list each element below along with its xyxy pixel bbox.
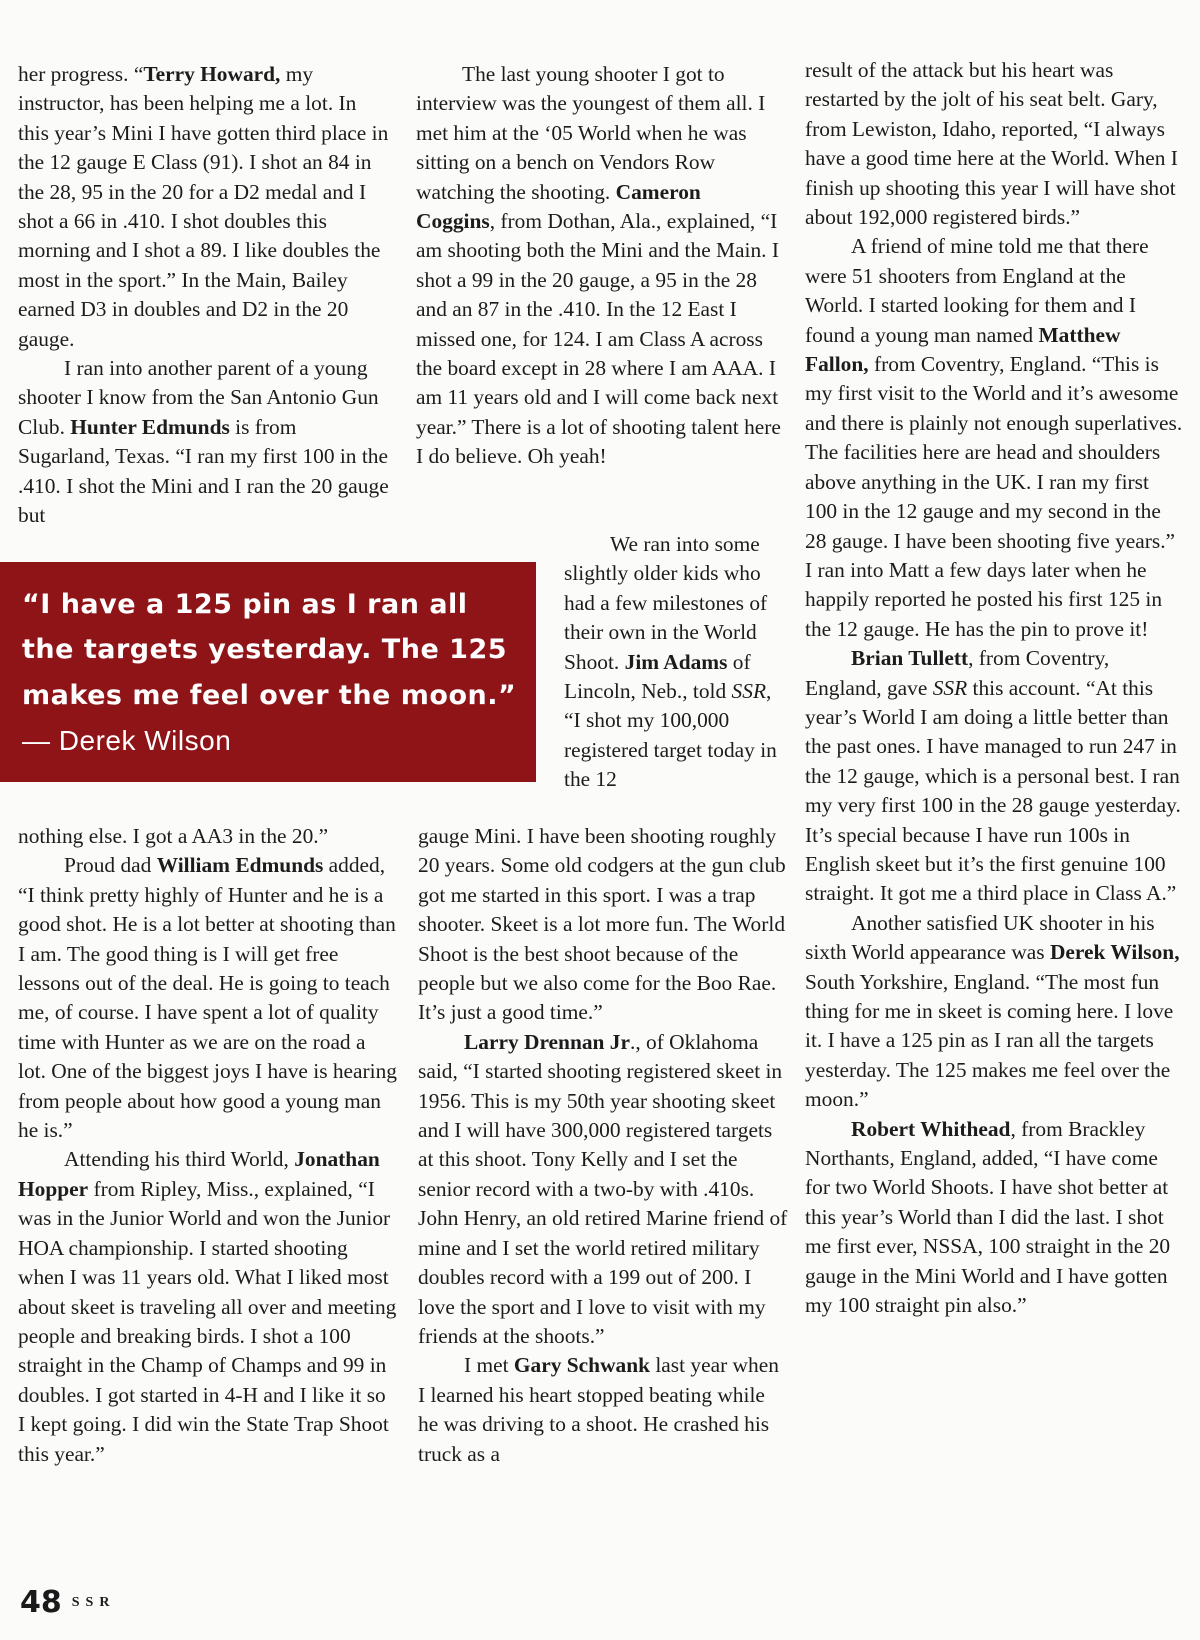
column-1-bottom (18, 822, 398, 1469)
paragraph-text: nothing else. I got a AA3 in the 20.” (18, 824, 329, 848)
article-paragraph (805, 1115, 1185, 1321)
person-name: William Edmunds (156, 853, 324, 878)
article-paragraph (18, 60, 390, 354)
article-paragraph (418, 1028, 790, 1351)
page-footer (20, 1585, 115, 1620)
paragraph-text: from Ripley, Miss., explained, “I was in the Junior World and won the Junior HOA championship. I started shooting when I was 11 years old. What I liked most about skeet is traveling all over and meeting people and breaking birds. I shot a 100 straight in the Champ of Champs and 99 in doubles. I got started in 4-H and I like it so I kept going. I did win the State Trap Shoot this year.” (18, 1176, 397, 1466)
paragraph-text: I met (464, 1353, 514, 1378)
person-name: Larry Drennan Jr (464, 1029, 630, 1054)
pull-quote-text: “I have a 125 pin as I ran all the targets yesterday. The 125 makes me feel over the moon.” (22, 589, 517, 711)
paragraph-text: I ran into another parent of a young shooter I know from the San Antonio Gun Club. (18, 356, 379, 439)
person-name: Jim Adams (624, 649, 728, 674)
paragraph-text: , “I shot my 100,000 registered target today in the 12 (564, 679, 777, 792)
pull-quote-attribution: — Derek Wilson (22, 725, 232, 756)
person-name: Terry Howard, (143, 62, 281, 86)
article-paragraph (18, 1145, 398, 1468)
column-2-bottom (418, 822, 790, 1469)
column-2-top (416, 60, 784, 472)
person-name: Robert Whithead (851, 1116, 1011, 1141)
person-name: Jonathan Hopper (18, 1147, 380, 1201)
article-paragraph (805, 909, 1185, 1115)
page-number: 48 (20, 1585, 62, 1620)
person-name: Hunter Edmunds (70, 414, 230, 439)
article-paragraph (418, 1351, 790, 1469)
pull-quote (0, 562, 536, 782)
paragraph-text: A friend of mine told me that there were 51 shooters from England at the World. I started looking for them and I found a young man named (805, 234, 1149, 347)
publication-name: SSR (731, 679, 767, 704)
paragraph-text: of Lincoln, Neb., told (564, 649, 751, 704)
paragraph-text: Proud dad (64, 853, 157, 878)
article-paragraph (805, 644, 1185, 909)
paragraph-text: , from Coventry, England, gave (805, 646, 1110, 700)
person-name: Gary Schwank (513, 1353, 650, 1378)
article-paragraph (418, 822, 790, 1028)
article-paragraph (416, 60, 784, 472)
paragraph-text: result of the attack but his heart was restarted by the jolt of his seat belt. Gary, from Lewiston, Idaho, reported, “I always have a good time here at the World. When I finish up shooting this year I will have shot about 192,000 registered birds.” (805, 58, 1178, 230)
paragraph-text: Another satisfied UK shooter in his sixth World appearance was (805, 910, 1155, 965)
article-paragraph (18, 822, 398, 851)
person-name: Matthew Fallon, (805, 322, 1121, 377)
paragraph-text: South Yorkshire, England. “The most fun thing for me in skeet is coming here. I love it. I have a 125 pin as I ran all the targets yesterday. The 125 makes me feel over the moon.” (805, 969, 1174, 1112)
paragraph-text: added, “I think pretty highly of Hunter and he is a good shot. He is a lot better at shooting than I am. The good thing is I will get free lessons out of the deal. He is going to teach me, of course. I have spent a lot of quality time with Hunter as we are on the road a lot. One of the biggest joys I have is hearing from people about how good a young man he is.” (18, 853, 398, 1143)
magazine-name: SSR (71, 1594, 116, 1610)
person-name: Derek Wilson, (1049, 940, 1180, 965)
paragraph-text: The last young shooter I got to interview was the youngest of them all. I met him at the ‘05 World when he was sitting on a bench on Vendors Row watching the shooting. (416, 62, 766, 204)
paragraph-text: her progress. “ (18, 62, 144, 86)
column-1-top (18, 60, 390, 531)
article-paragraph (805, 232, 1185, 644)
paragraph-text: gauge Mini. I have been shooting roughly 20 years. Some old codgers at the gun club got me started in this sport. I was a trap shooter. Skeet is a lot more fun. The World Shoot is the best shoot because of the people but we also come for the Boo Rae. It’s just a good time.” (418, 824, 786, 1025)
paragraph-text: this account. “At this year’s World I am doing a little better than the past ones. I have managed to run 247 in the 12 gauge, which is a personal best. I ran my very first 100 in the 28 gauge yesterday. It’s special because I have run 100s in English skeet but it’s the first genuine 100 straight. It got me a third place in Class A.” (805, 675, 1181, 906)
person-name: Cameron Coggins (416, 179, 701, 234)
article-paragraph (564, 530, 786, 795)
article-paragraph (18, 851, 398, 1145)
paragraph-text: We ran into some slightly older kids who had a few milestones of their own in the World Shoot. (564, 532, 768, 674)
paragraph-text: is from Sugarland, Texas. “I ran my first 100 in the .410. I shot the Mini and I ran the 20 gauge but (18, 414, 389, 528)
article-paragraph (18, 354, 390, 530)
article-paragraph (805, 56, 1185, 232)
paragraph-text: last year when I learned his heart stopped beating while he was driving to a shoot. He crashed his truck as a (418, 1353, 779, 1466)
paragraph-text: , from Dothan, Ala., explained, “I am shooting both the Mini and the Main. I shot a 99 in the 20 gauge, a 95 in the 28 and an 87 in the .410. In the 12 East I missed one, for 124. I am Class A across the board except in 28 where I am AAA. I am 11 years old and I will come back next year.” There is a lot of shooting talent here I do believe. Oh yeah! (416, 209, 781, 469)
person-name: Brian Tullett (851, 646, 969, 671)
column-3 (805, 56, 1185, 1320)
paragraph-text: Attending his third World, (64, 1147, 295, 1172)
paragraph-text: ., of Oklahoma said, “I started shooting registered skeet in 1956. This is my 50th year shooting skeet and I will have 300,000 registered targets at this shoot. Tony Kelly and I set the senior record with a two-by with .410s. John Henry, an old retired Marine friend of mine and I set the world retired military doubles record with a 199 out of 200. I love the sport and I love to visit with my friends at the shoots.” (418, 1029, 788, 1348)
paragraph-text: , from Brackley Northants, England, added, “I have come for two World Shoots. I have shot better at this year’s World than I did the last. I shot me first ever, NSSA, 100 straight in the 20 gauge in the Mini World and I have gotten my 100 straight pin also.” (805, 1116, 1171, 1318)
paragraph-text: from Coventry, England. “This is my first visit to the World and it’s awesome and there is plainly not enough superlatives. The facilities here are head and shoulders above anything in the UK. I ran my first 100 in the 12 gauge and my second in the 28 gauge. I have been shooting five years.” I ran into Matt a few days later when he happily reported he posted his first 125 in the 12 gauge. He has the pin to prove it! (805, 352, 1183, 641)
publication-name: SSR (932, 675, 968, 700)
column-2-wrap (564, 530, 786, 795)
paragraph-text: my instructor, has been helping me a lot. In this year’s Mini I have gotten third place in the 12 gauge E Class (91). I shot an 84 in the 28, 95 in the 20 for a D2 medal and I shot a 66 in .410. I shot doubles this morning and I shot a 89. I like doubles the most in the sport.” In the Main, Bailey earned D3 in doubles and D2 in the 20 gauge. (18, 62, 389, 351)
